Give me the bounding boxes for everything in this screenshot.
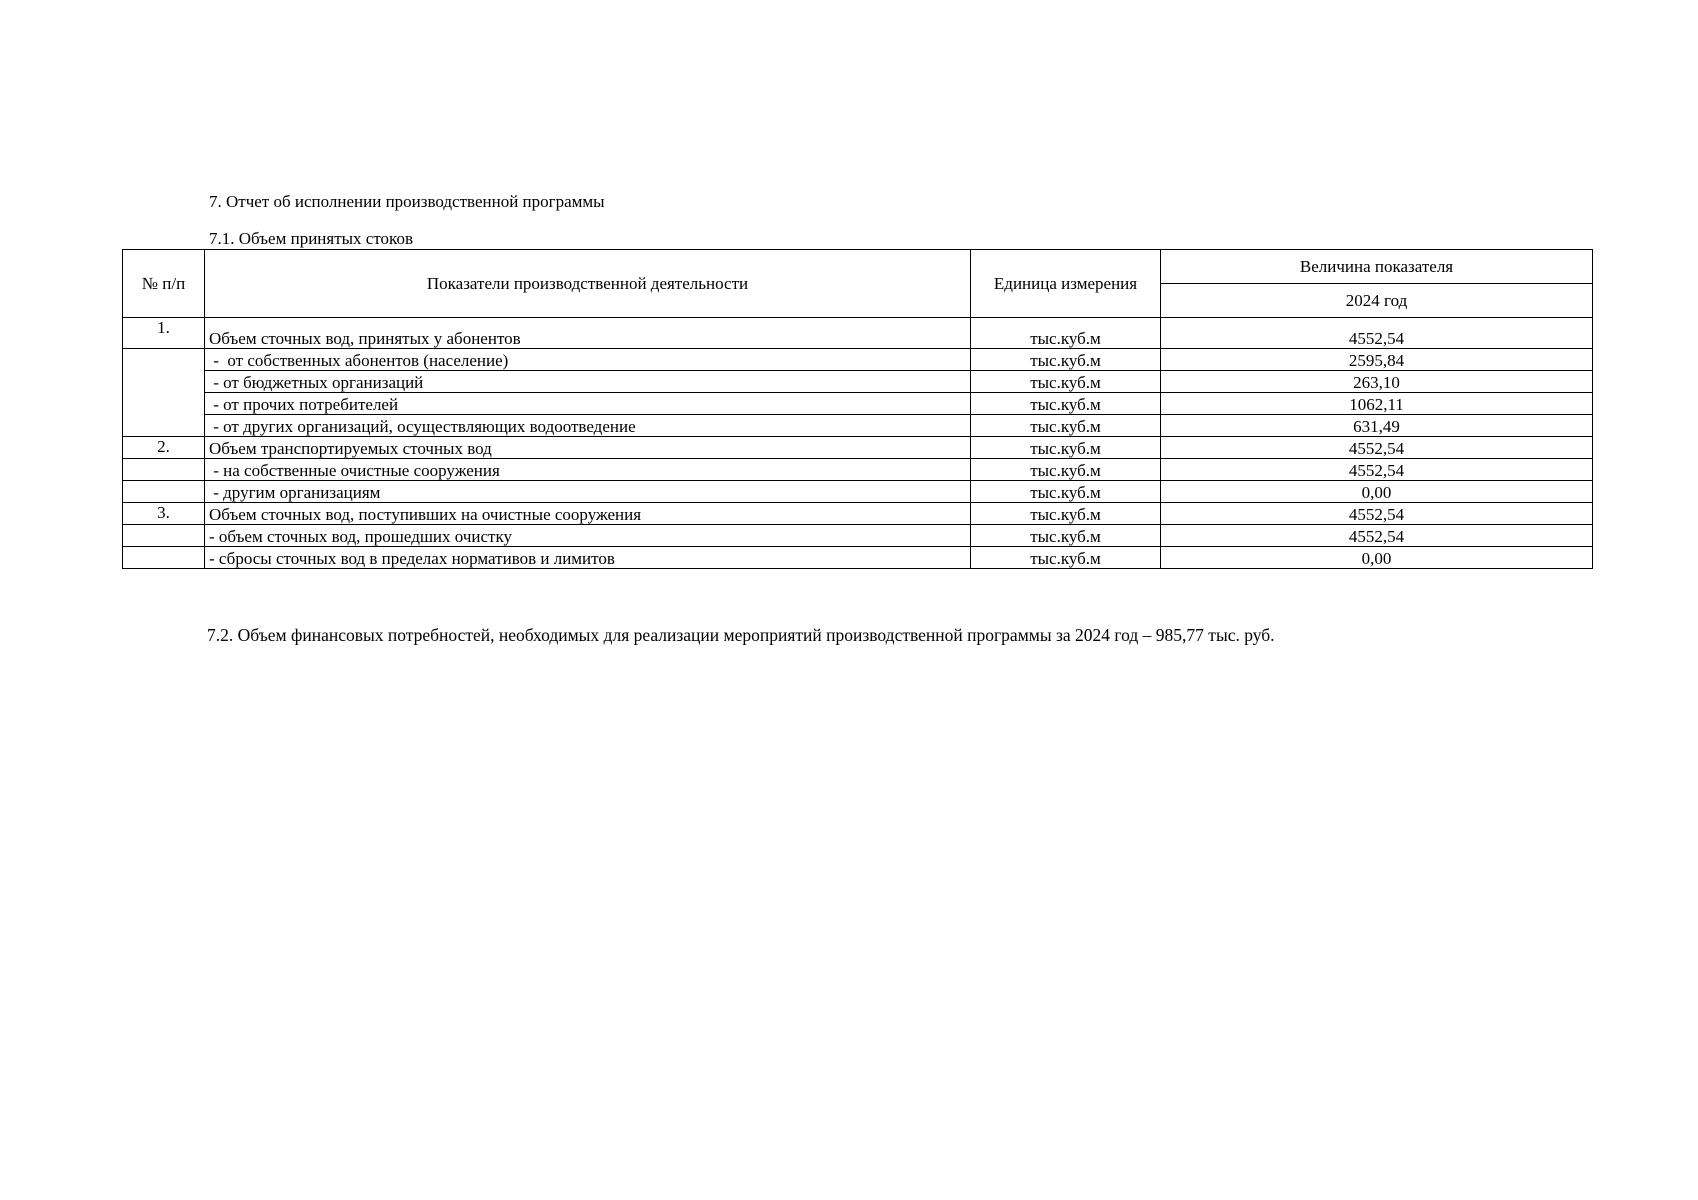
header-unit: Единица измерения — [971, 250, 1161, 318]
row-name: Объем транспортируемых сточных вод — [205, 437, 971, 459]
row-num — [123, 525, 205, 547]
row-num — [123, 459, 205, 481]
table-row — [123, 415, 1593, 437]
row-name: - на собственные очистные сооружения — [205, 459, 971, 481]
table-row — [123, 393, 1593, 415]
row-value: 4552,54 — [1161, 318, 1593, 349]
row-name: - другим организациям — [205, 481, 971, 503]
row-unit: тыс.куб.м — [971, 393, 1161, 415]
header-num: № п/п — [123, 250, 205, 318]
row-value: 4552,54 — [1161, 459, 1593, 481]
table-row — [123, 459, 1593, 481]
row-value: 0,00 — [1161, 481, 1593, 503]
row-num — [123, 481, 205, 503]
table-row — [123, 318, 1593, 349]
row-name: - от бюджетных организаций — [205, 371, 971, 393]
production-report-table — [122, 249, 1593, 569]
section-title: 7. Отчет об исполнении производственной программы — [209, 192, 605, 211]
row-value: 263,10 — [1161, 371, 1593, 393]
row-num: 3. — [123, 503, 205, 525]
header-value: Величина показателя — [1161, 250, 1593, 284]
row-value: 4552,54 — [1161, 525, 1593, 547]
row-value: 4552,54 — [1161, 503, 1593, 525]
table-row — [123, 481, 1593, 503]
row-name: - от других организаций, осуществляющих водоотведение — [205, 415, 971, 437]
table-row — [123, 525, 1593, 547]
row-num — [123, 349, 205, 437]
row-unit: тыс.куб.м — [971, 503, 1161, 525]
row-unit: тыс.куб.м — [971, 525, 1161, 547]
row-unit: тыс.куб.м — [971, 371, 1161, 393]
table-row — [123, 371, 1593, 393]
row-name: - сбросы сточных вод в пределах нормативов и лимитов — [205, 547, 971, 569]
row-value: 2595,84 — [1161, 349, 1593, 371]
header-year: 2024 год — [1161, 284, 1593, 318]
row-name: - объем сточных вод, прошедших очистку — [205, 525, 971, 547]
row-unit: тыс.куб.м — [971, 349, 1161, 371]
row-unit: тыс.куб.м — [971, 547, 1161, 569]
row-name: - от прочих потребителей — [205, 393, 971, 415]
financial-needs-note: 7.2. Объем финансовых потребностей, необходимых для реализации мероприятий производственной программы за 2024 год – 985,77 тыс. руб. — [207, 625, 1275, 645]
row-num — [123, 547, 205, 569]
row-value: 631,49 — [1161, 415, 1593, 437]
row-unit: тыс.куб.м — [971, 459, 1161, 481]
row-unit: тыс.куб.м — [971, 415, 1161, 437]
row-num: 2. — [123, 437, 205, 459]
row-unit: тыс.куб.м — [971, 437, 1161, 459]
table-row — [123, 547, 1593, 569]
row-num: 1. — [123, 318, 205, 349]
row-unit: тыс.куб.м — [971, 318, 1161, 349]
table-row — [123, 437, 1593, 459]
row-name: Объем сточных вод, принятых у абонентов — [205, 318, 971, 349]
row-value: 0,00 — [1161, 547, 1593, 569]
row-name: - от собственных абонентов (население) — [205, 349, 971, 371]
row-value: 4552,54 — [1161, 437, 1593, 459]
header-indicator: Показатели производственной деятельности — [205, 250, 971, 318]
row-name: Объем сточных вод, поступивших на очистные сооружения — [205, 503, 971, 525]
subsection-title: 7.1. Объем принятых стоков — [209, 229, 413, 248]
table-row — [123, 349, 1593, 371]
row-unit: тыс.куб.м — [971, 481, 1161, 503]
table-row — [123, 503, 1593, 525]
row-value: 1062,11 — [1161, 393, 1593, 415]
